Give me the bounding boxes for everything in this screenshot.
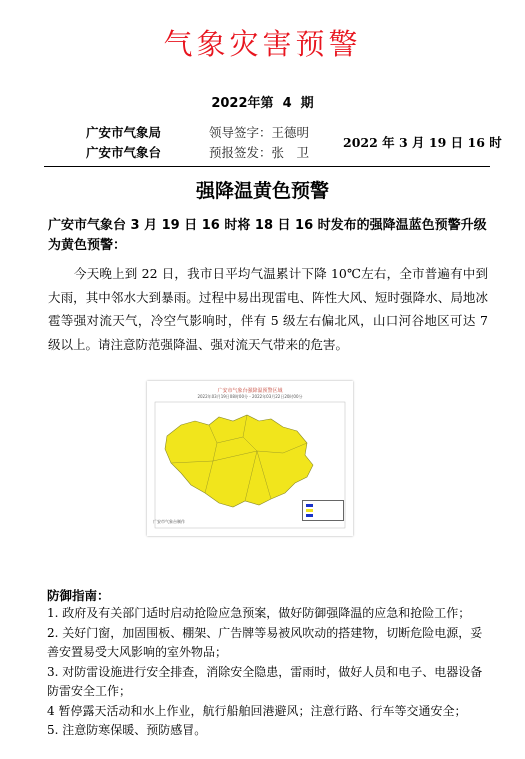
warning-title: 强降温黄色预警: [195, 180, 329, 202]
body-paragraph: 今天晚上到 22 日，我市日平均气温累计下降 10℃左右，全市普遍有中到大雨，其中邻水大到暴雨。过程中易出现雷电、阵性大风、短时强降水、局地冰雹等强对流天气，冷空气影响时，伴有 5 级左右偏北风，山口河谷地区可达 7 级以上。请注意防范强降温、强对流天气带来的危害。: [48, 266, 488, 352]
sign-line: [209, 123, 309, 141]
defense-title: 防御指南：: [47, 588, 110, 603]
issuer-label: 预报签发：: [209, 145, 272, 160]
header-divider: [44, 166, 490, 167]
defense-item-4: 4 暂停露天活动和水上作业，航行船舶回港避风；注意行路、行车等交通安全；: [47, 703, 467, 718]
defense-item-1: 1. 政府及有关部门适时启动抢险应急预案，做好防御强降温的应急和抢险工作；: [47, 606, 471, 620]
defense-item-3: 3. 对防雷设施进行安全排查，消除安全隐患，雷雨时，做好人员和电子、电器设备防雷安全工作；: [47, 664, 483, 698]
issue-num: 4: [282, 96, 292, 111]
issue-year: 2022年第: [211, 96, 274, 111]
defense-list: [47, 604, 493, 741]
issue-datetime: 2022 年 3 月 19 日 16 时: [343, 135, 502, 150]
map-subtitle: 2022年03月19日08时00分 - 2022年03月22日20时00分: [197, 394, 303, 399]
defense-item-5: 5. 注意防寒保暖、预防感冒。: [47, 723, 207, 737]
sign-label: 领导签字：: [209, 125, 272, 140]
org-bureau: 广安市气象局: [86, 125, 162, 140]
page-title: 气象灾害预警: [163, 27, 362, 61]
map-legend: [302, 500, 344, 521]
map-credit: 广安市气象台制作: [153, 519, 185, 524]
issue-suffix: 期: [300, 96, 314, 111]
region-area: [165, 415, 313, 507]
defense-item-2: 2. 关好门窗，加固围板、棚架、广告牌等易被风吹动的搭建物，切断危险电源，妥善安置易受大风影响的室外物品；: [47, 625, 483, 659]
issue-number: [0, 92, 525, 111]
issuer-line: [209, 143, 309, 161]
org-station: 广安市气象台: [86, 145, 162, 160]
map-title: 广安市气象台强降温预警区域: [217, 388, 283, 394]
issuer-name: 张 卫: [271, 145, 310, 160]
lead-paragraph: 广安市气象台 3 月 19 日 16 时将 18 日 16 时发布的强降温蓝色预警升级为黄色预警：: [48, 218, 487, 253]
warning-map: [147, 381, 353, 536]
sign-name: 王德明: [271, 125, 310, 140]
